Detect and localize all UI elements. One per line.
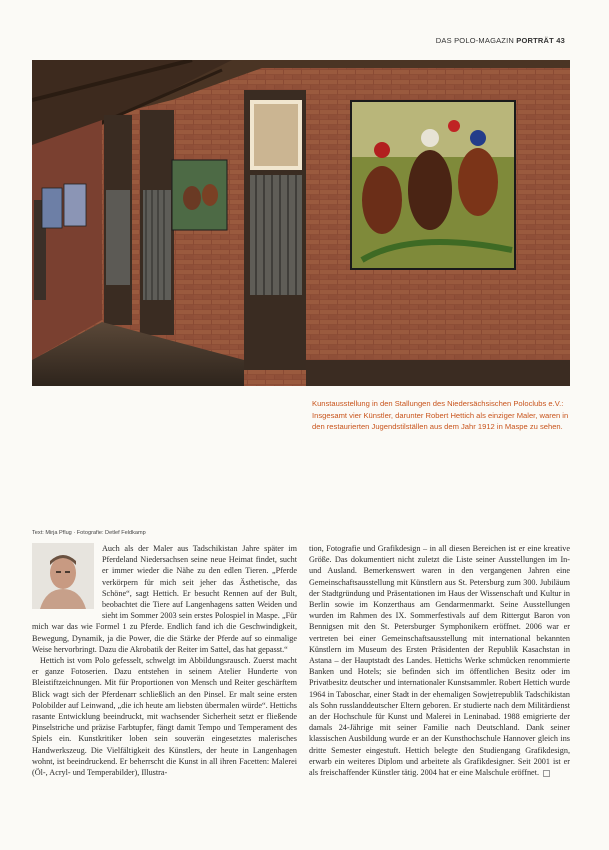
article-column-1 <box>32 543 297 778</box>
column-1-paragraph-2: Hettich ist vom Polo gefesselt, schwelgt im Abbildungsrausch. Zuerst macht er ganze Fotoserien. Dazu entstehen in seinem Atelier Hunderte von Bleistiftzeichnungen. Mit für Proportionen von Mensch und Reiter geschärftem Blick wagt sich der Pferdenarr schließlich an den Pinsel. Er malt seine ersten Polobilder auf Leinwand, „die ich heute am liebsten übermalen würde“. Hettichs rasante Entwicklung beeindruckt, mit wachsender Sicherheit setzt er fließende Pinselstriche und präzise Farbtupfer, fängt damit Tempo und Temperament des Spiels ein. Kunstkritiker loben sein souverän eingesetztes malerisches Handwerkszeug. Die Vielfältigkeit des Künstlers, der heute in Langenhagen wohnt, ist beeindruckend. Er beherrscht die Kunst in all ihren Facetten: Malerei (Öl-, Acryl- und Temperabilder), Illustra- <box>32 656 297 778</box>
artist-portrait <box>32 543 94 609</box>
stable-exhibition-photo <box>32 60 570 386</box>
page-number: 43 <box>556 36 565 45</box>
magazine-name: DAS POLO-MAGAZIN <box>435 36 514 45</box>
column-2-paragraph-1: tion, Fotografie und Grafikdesign – in all diesen Bereichen ist er eine kreative Größe. Das dokumentiert nicht zuletzt die Liste seiner Ausstellungen im In- und Ausland. Bemerkenswert waren in den vergangenen Jahren eine Gemeinschaftsausstellung mit Künstlern aus St. Petersburg zum 300. Jubiläum der Stadtgründung und Präsentationen im Haus der Wissenschaft und Kultur in Berlin sowie im Konzerthaus am Gendarmenmarkt. Seine Ausstellungen wurden im Rahmen des IX. Sommerfestivals auf dem Rittergut Baron von Bennigsen mit den St. Petersburger Symphonikern eröffnet. 2006 war er vertreten bei einer Gemeinschaftsausstellung mit international bekannten Künstlern im Museum des Ersten Präsidenten der Republik Kasachstan in Astana – der Hauptstadt des Landes. Hettichs Werke schmücken renommierte Banken und Hotels; sie befinden sich im öffentlichen Besitz oder im Privatbesitz deutscher und internationaler Kunstsammler. Robert Hettich wurde 1964 in Taboschar, einer Stadt in der ehemaligen Sowjetrepublik Tadschikistan als Sohn russlanddeutscher Eltern geboren. Er studierte nach dem Militärdienst an der Hochschule für Kunst und Malerei in Leninabad. 1988 emigrierte der damals 24-Jährige mit seiner Familie nach Deutschland. Dank seiner klassischen Ausbildung wurde er an der Kunsthochschule Hannover gleich ins dritte Semester eingestuft. Hettich belegte den Studiengang Grafikdesign, erwarb ein weiteres Diplom und arbeitete als Grafikdesigner. Seit 2001 ist er als freischaffender Künstler tätig. 2004 hat er eine Malschule eröffnet. <box>309 544 570 778</box>
section-name: PORTRÄT <box>516 36 554 45</box>
end-mark-icon <box>543 770 550 777</box>
page-header <box>436 36 565 45</box>
article-credits: Text: Mirja Pflug · Fotografie: Detlef Feldkamp <box>32 530 146 536</box>
article-column-2 <box>309 543 570 778</box>
photo-caption: Kunstausstellung in den Stallungen des Niedersächsischen Poloclubs e.V.: Insgesamt vier Künstler, darunter Robert Hettich als einziger Maler, waren in den restaurierten Jugendstilställen aus dem Jahr 1912 in Maspe zu sehen. <box>312 399 569 432</box>
column-1-paragraph-1: Auch als der Maler aus Tadschikistan Jahre später im Pferdeland Niedersachsen seine neue Heimat findet, sucht er immer wieder die Nähe zu den edlen Tieren. „Pferde verkörpern für mich seit jeher das Ästhetische, das Schöne“, sagt Hettich. Er besucht Rennen auf der Bult, beobachtet die Tiere auf Langenhagens satten Weiden und sieht im Sommer 2003 sein erstes Polospiel in Maspe. „Für mich war das wie Formel 1 zu Pferde. Endlich fand ich die Geschwindigkeit, Bewegung, Dynamik, ja die Power, die die Stärke der Pferde auf so einmalige Weise hervorbringt. Dazu die Akrobatik der Reiter im Sattel, das hat gepasst.“ <box>32 544 297 654</box>
